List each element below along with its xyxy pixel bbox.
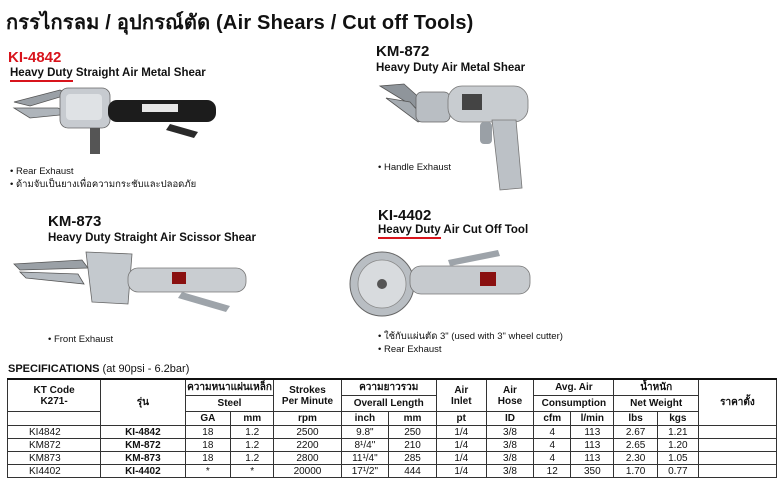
cell-kgs: 1.05 [657, 452, 698, 465]
cell-length-mm: 285 [389, 452, 437, 465]
cell-inch: 9.8" [341, 426, 389, 439]
spec-heading-label: SPECIFICATIONS [8, 363, 100, 375]
col-steel: ความหนาแผ่นเหล็ก [185, 379, 274, 396]
cell-inlet: 1/4 [436, 465, 486, 478]
cell-price [698, 439, 776, 452]
table-row [8, 465, 777, 478]
product-model-ki4402: KI-4402 [378, 207, 432, 224]
cell-length-mm: 250 [389, 426, 437, 439]
cell-model: KM-872 [101, 439, 185, 452]
cell-cfm: 12 [534, 465, 571, 478]
desc-text: Heavy Duty Air Metal Shear [376, 62, 526, 74]
cell-rpm: 20000 [274, 465, 341, 478]
col-weight: น้ำหนัก [614, 379, 698, 396]
cell-model: KI-4402 [101, 465, 185, 478]
cell-ga: 18 [185, 426, 230, 439]
cell-mm: 1.2 [231, 439, 274, 452]
cell-ga: 18 [185, 452, 230, 465]
specifications-table [7, 378, 777, 478]
spec-heading-note: (at 90psi - 6.2bar) [102, 363, 190, 375]
cell-hose: 3/8 [486, 465, 534, 478]
cell-hose: 3/8 [486, 426, 534, 439]
product-bullets-ki4842 [10, 165, 196, 191]
pistol-metal-shear-image [380, 78, 550, 198]
straight-metal-shear-image [10, 80, 220, 160]
cell-lmin: 350 [571, 465, 614, 478]
table-row [8, 426, 777, 439]
bullet-item: • ใช้กับแผ่นตัด 3" (used with 3" wheel cutter) [378, 330, 563, 343]
cell-inch: 17¹/2" [341, 465, 389, 478]
product-model-km872: KM-872 [376, 43, 430, 60]
bullet-item: • Handle Exhaust [378, 161, 451, 174]
cell-inlet: 1/4 [436, 452, 486, 465]
col-hose: Air Hose [486, 379, 534, 412]
cell-length-mm: 210 [389, 439, 437, 452]
cell-lmin: 113 [571, 426, 614, 439]
cell-kgs: 0.77 [657, 465, 698, 478]
page-title: กรรไกรลม / อุปกรณ์ตัด (Air Shears / Cut off Tools) [6, 12, 474, 34]
cell-hose: 3/8 [486, 439, 534, 452]
cell-lmin: 113 [571, 452, 614, 465]
specifications-heading [8, 363, 189, 375]
cell-model: KI-4842 [101, 426, 185, 439]
cell-kt: KI4402 [8, 465, 101, 478]
unit-cell: inch [341, 412, 389, 426]
cell-cfm: 4 [534, 439, 571, 452]
col-length-sub: Overall Length [341, 396, 436, 412]
desc-text: Heavy Duty Straight Air Scissor Shear [48, 232, 256, 244]
unit-cell: ID [486, 412, 534, 426]
product-desc-ki4842 [10, 67, 206, 79]
col-kt-code: KT Code K271- [8, 379, 101, 412]
unit-cell: cfm [534, 412, 571, 426]
cell-kt: KM872 [8, 439, 101, 452]
table-row [8, 439, 777, 452]
bullet-item: • Rear Exhaust [10, 165, 196, 178]
unit-cell [8, 412, 101, 426]
cell-inch: 8¹/4" [341, 439, 389, 452]
col-length: ความยาวรวม [341, 379, 436, 396]
desc-highlight: Heavy Duty [378, 224, 441, 239]
product-desc-km872 [376, 62, 525, 74]
unit-cell: mm [389, 412, 437, 426]
cell-kt: KI4842 [8, 426, 101, 439]
cell-model: KM-873 [101, 452, 185, 465]
cell-lbs: 2.30 [614, 452, 657, 465]
desc-highlight: Heavy Duty [10, 67, 73, 82]
cell-mm: * [231, 465, 274, 478]
cell-rpm: 2200 [274, 439, 341, 452]
bullet-item: • Front Exhaust [48, 333, 113, 346]
unit-cell: pt [436, 412, 486, 426]
cell-mm: 1.2 [231, 426, 274, 439]
col-steel-sub: Steel [185, 396, 274, 412]
product-bullets-km872 [378, 161, 451, 174]
cell-hose: 3/8 [486, 452, 534, 465]
cell-kt: KM873 [8, 452, 101, 465]
col-model: รุ่น [101, 379, 185, 426]
cell-inch: 11¹/4" [341, 452, 389, 465]
bullet-item: • Rear Exhaust [378, 343, 563, 356]
cell-price [698, 452, 776, 465]
product-desc-km873 [48, 232, 256, 244]
unit-cell: mm [231, 412, 274, 426]
cell-length-mm: 444 [389, 465, 437, 478]
product-desc-ki4402 [378, 224, 528, 236]
col-consumption: Avg. Air [534, 379, 614, 396]
cell-lbs: 2.67 [614, 426, 657, 439]
desc-text: Straight Air Metal Shear [72, 67, 206, 79]
table-row [8, 452, 777, 465]
cell-cfm: 4 [534, 426, 571, 439]
cell-kgs: 1.20 [657, 439, 698, 452]
cell-price [698, 426, 776, 439]
cell-inlet: 1/4 [436, 439, 486, 452]
cell-cfm: 4 [534, 452, 571, 465]
cell-lbs: 2.65 [614, 439, 657, 452]
cut-off-tool-image [348, 240, 538, 330]
col-weight-sub: Net Weight [614, 396, 698, 412]
unit-cell: rpm [274, 412, 341, 426]
col-inlet: Air Inlet [436, 379, 486, 412]
col-price: ราคาตั้ง [698, 379, 776, 426]
unit-cell: kgs [657, 412, 698, 426]
unit-cell: GA [185, 412, 230, 426]
cell-ga: * [185, 465, 230, 478]
product-model-ki4842: KI-4842 [8, 49, 62, 66]
product-bullets-km873 [48, 333, 113, 346]
cell-mm: 1.2 [231, 452, 274, 465]
cell-lbs: 1.70 [614, 465, 657, 478]
cell-kgs: 1.21 [657, 426, 698, 439]
col-consumption-sub: Consumption [534, 396, 614, 412]
unit-cell: lbs [614, 412, 657, 426]
cell-ga: 18 [185, 439, 230, 452]
cell-rpm: 2800 [274, 452, 341, 465]
cell-price [698, 465, 776, 478]
bullet-item: • ด้ามจับเป็นยางเพื่อความกระชับและปลอดภัย [10, 178, 196, 191]
scissor-shear-image [12, 246, 252, 326]
unit-cell: l/min [571, 412, 614, 426]
cell-rpm: 2500 [274, 426, 341, 439]
desc-text: Air Cut Off Tool [440, 224, 529, 236]
cell-inlet: 1/4 [436, 426, 486, 439]
product-bullets-ki4402 [378, 330, 563, 356]
col-strokes: Strokes Per Minute [274, 379, 341, 412]
cell-lmin: 113 [571, 439, 614, 452]
product-model-km873: KM-873 [48, 213, 102, 230]
